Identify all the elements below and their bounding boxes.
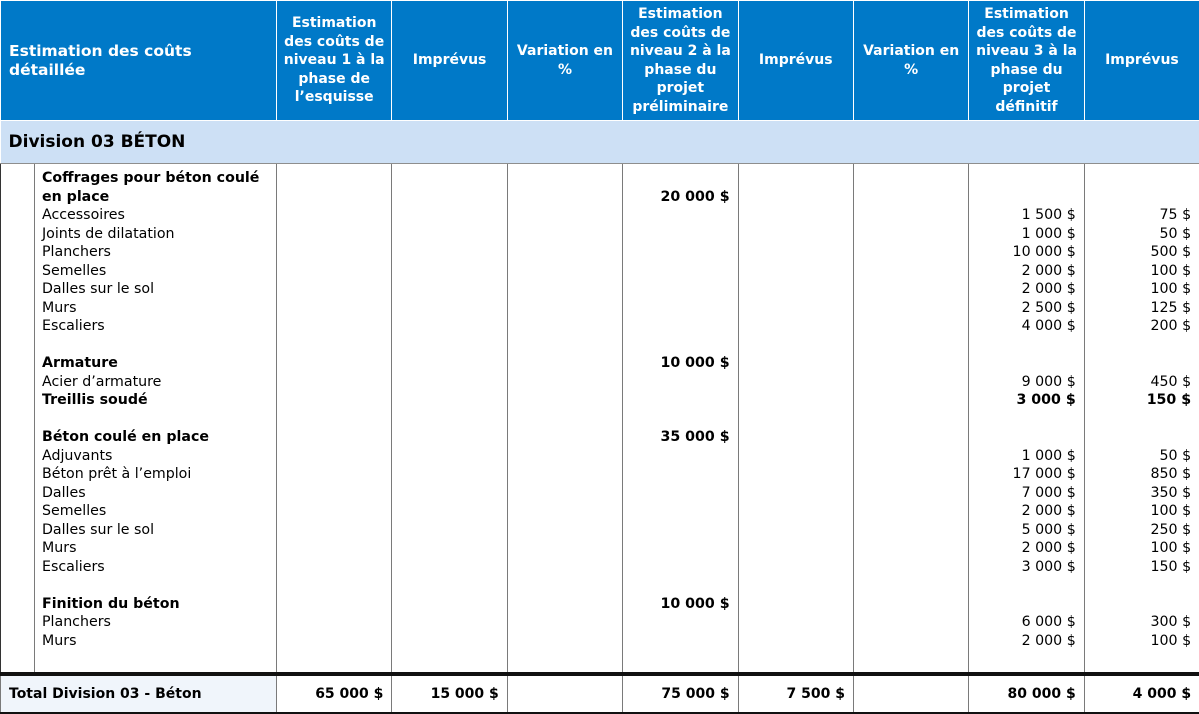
item-level2-value	[623, 373, 737, 392]
level3-column	[969, 164, 1084, 675]
item-level2-value	[623, 502, 737, 521]
item-level2-value	[623, 465, 737, 484]
item-contingency3-value	[1085, 595, 1199, 614]
item-level2-value	[623, 206, 737, 225]
table-title: Estimation des coûts détaillée	[1, 1, 277, 121]
item-level2-value	[623, 262, 737, 281]
item-level3-value: 6 000 $	[969, 613, 1083, 632]
item-level3-value: 5 000 $	[969, 521, 1083, 540]
item-level2-value	[623, 613, 737, 632]
division-row	[1, 121, 1199, 164]
item-level3-value	[969, 428, 1083, 447]
item-level3-value	[969, 169, 1083, 188]
item-level2-value	[623, 558, 737, 577]
header-row	[1, 1, 1199, 121]
item-level3-value	[969, 410, 1083, 429]
item-contingency3-value: 850 $	[1085, 465, 1199, 484]
item-contingency3-value	[1085, 428, 1199, 447]
total-contingency2: 7 500 $	[738, 674, 853, 713]
total-row	[1, 674, 1199, 713]
col-header-contingency-1: Imprévus	[392, 1, 507, 121]
item-contingency3-value	[1085, 336, 1199, 355]
item-level3-value	[969, 354, 1083, 373]
item-label	[35, 410, 276, 429]
contingency2-column	[738, 164, 853, 675]
item-label: Acier d’armature	[35, 373, 276, 392]
item-label: Béton coulé en place	[35, 428, 276, 447]
item-level3-value: 10 000 $	[969, 243, 1083, 262]
col-header-variation-1: Variation en %	[507, 1, 622, 121]
item-contingency3-value	[1085, 188, 1199, 207]
item-level3-value: 2 000 $	[969, 280, 1083, 299]
item-label: Semelles	[35, 502, 276, 521]
indent-column	[1, 164, 35, 675]
item-label: Semelles	[35, 262, 276, 281]
level1-column	[277, 164, 392, 675]
item-level2-value	[623, 169, 737, 188]
total-level2: 75 000 $	[623, 674, 738, 713]
item-label: en place	[35, 188, 276, 207]
item-level3-value: 2 000 $	[969, 262, 1083, 281]
item-level3-value	[969, 336, 1083, 355]
item-level3-value: 2 500 $	[969, 299, 1083, 318]
item-label: Dalles	[35, 484, 276, 503]
total-contingency3: 4 000 $	[1084, 674, 1199, 713]
variation1-column	[507, 164, 622, 675]
item-label: Murs	[35, 632, 276, 651]
item-contingency3-value: 100 $	[1085, 262, 1199, 281]
item-level3-value	[969, 188, 1083, 207]
item-label: Adjuvants	[35, 447, 276, 466]
total-variation2	[853, 674, 968, 713]
item-label: Béton prêt à l’emploi	[35, 465, 276, 484]
item-contingency3-value: 300 $	[1085, 613, 1199, 632]
item-contingency3-value: 150 $	[1085, 391, 1199, 410]
item-contingency3-value	[1085, 169, 1199, 188]
item-level3-value: 2 000 $	[969, 632, 1083, 651]
item-label: Finition du béton	[35, 595, 276, 614]
item-contingency3-value	[1085, 410, 1199, 429]
item-label: Escaliers	[35, 558, 276, 577]
item-contingency3-value: 450 $	[1085, 373, 1199, 392]
item-level3-value: 1 000 $	[969, 447, 1083, 466]
item-level2-value	[623, 317, 737, 336]
item-level2-value	[623, 299, 737, 318]
item-label: Accessoires	[35, 206, 276, 225]
item-level2-value	[623, 447, 737, 466]
item-level3-value: 7 000 $	[969, 484, 1083, 503]
item-contingency3-value: 50 $	[1085, 225, 1199, 244]
item-contingency3-value: 350 $	[1085, 484, 1199, 503]
item-contingency3-value: 100 $	[1085, 539, 1199, 558]
item-level2-value: 35 000 $	[623, 428, 737, 447]
item-label: Escaliers	[35, 317, 276, 336]
col-header-contingency-3: Imprévus	[1084, 1, 1199, 121]
item-contingency3-value: 250 $	[1085, 521, 1199, 540]
item-label: Planchers	[35, 243, 276, 262]
col-header-level1-estimate: Estimation des coûts de niveau 1 à la phase de l’esquisse	[277, 1, 392, 121]
item-description-column	[35, 164, 277, 675]
col-header-contingency-2: Imprévus	[738, 1, 853, 121]
item-label: Joints de dilatation	[35, 225, 276, 244]
item-label: Treillis soudé	[35, 391, 276, 410]
item-level2-value	[623, 484, 737, 503]
item-label: Murs	[35, 539, 276, 558]
item-contingency3-value	[1085, 354, 1199, 373]
total-level1: 65 000 $	[277, 674, 392, 713]
item-contingency3-value: 125 $	[1085, 299, 1199, 318]
level2-column	[623, 164, 738, 675]
item-contingency3-value: 150 $	[1085, 558, 1199, 577]
item-level3-value: 1 500 $	[969, 206, 1083, 225]
item-level2-value	[623, 410, 737, 429]
variation2-column	[853, 164, 968, 675]
item-level3-value: 9 000 $	[969, 373, 1083, 392]
item-level2-value	[623, 391, 737, 410]
item-label: Armature	[35, 354, 276, 373]
item-level2-value	[623, 336, 737, 355]
item-level3-value: 2 000 $	[969, 502, 1083, 521]
item-contingency3-value: 50 $	[1085, 447, 1199, 466]
item-level2-value	[623, 632, 737, 651]
total-contingency1: 15 000 $	[392, 674, 507, 713]
col-header-level3-estimate: Estimation des coûts de niveau 3 à la phase du projet définitif	[969, 1, 1084, 121]
item-contingency3-value: 100 $	[1085, 502, 1199, 521]
item-label	[35, 576, 276, 595]
item-level3-value	[969, 576, 1083, 595]
item-label: Coffrages pour béton coulé	[35, 169, 276, 188]
item-label: Dalles sur le sol	[35, 521, 276, 540]
item-contingency3-value	[1085, 576, 1199, 595]
item-contingency3-value: 100 $	[1085, 280, 1199, 299]
item-contingency3-value: 500 $	[1085, 243, 1199, 262]
item-label: Dalles sur le sol	[35, 280, 276, 299]
item-contingency3-value: 75 $	[1085, 206, 1199, 225]
item-contingency3-value: 200 $	[1085, 317, 1199, 336]
item-level2-value	[623, 225, 737, 244]
item-label: Murs	[35, 299, 276, 318]
item-level2-value	[623, 280, 737, 299]
item-level3-value	[969, 595, 1083, 614]
item-level3-value: 2 000 $	[969, 539, 1083, 558]
total-variation1	[507, 674, 622, 713]
item-level3-value: 1 000 $	[969, 225, 1083, 244]
item-level2-value	[623, 243, 737, 262]
item-label: Planchers	[35, 613, 276, 632]
total-level3: 80 000 $	[969, 674, 1084, 713]
item-level2-value: 10 000 $	[623, 354, 737, 373]
col-header-level2-estimate: Estimation des coûts de niveau 2 à la phase du projet préliminaire	[623, 1, 738, 121]
item-level2-value: 20 000 $	[623, 188, 737, 207]
item-level3-value: 17 000 $	[969, 465, 1083, 484]
contingency3-column	[1084, 164, 1199, 675]
col-header-variation-2: Variation en %	[853, 1, 968, 121]
total-label: Total Division 03 - Béton	[1, 674, 277, 713]
item-level2-value	[623, 521, 737, 540]
item-level3-value: 3 000 $	[969, 558, 1083, 577]
item-level2-value	[623, 576, 737, 595]
item-label	[35, 336, 276, 355]
contingency1-column	[392, 164, 507, 675]
line-items-block	[1, 164, 1199, 675]
item-level2-value: 10 000 $	[623, 595, 737, 614]
item-level2-value	[623, 539, 737, 558]
division-title: Division 03 BÉTON	[1, 121, 1199, 164]
item-contingency3-value: 100 $	[1085, 632, 1199, 651]
item-level3-value: 3 000 $	[969, 391, 1083, 410]
item-level3-value: 4 000 $	[969, 317, 1083, 336]
